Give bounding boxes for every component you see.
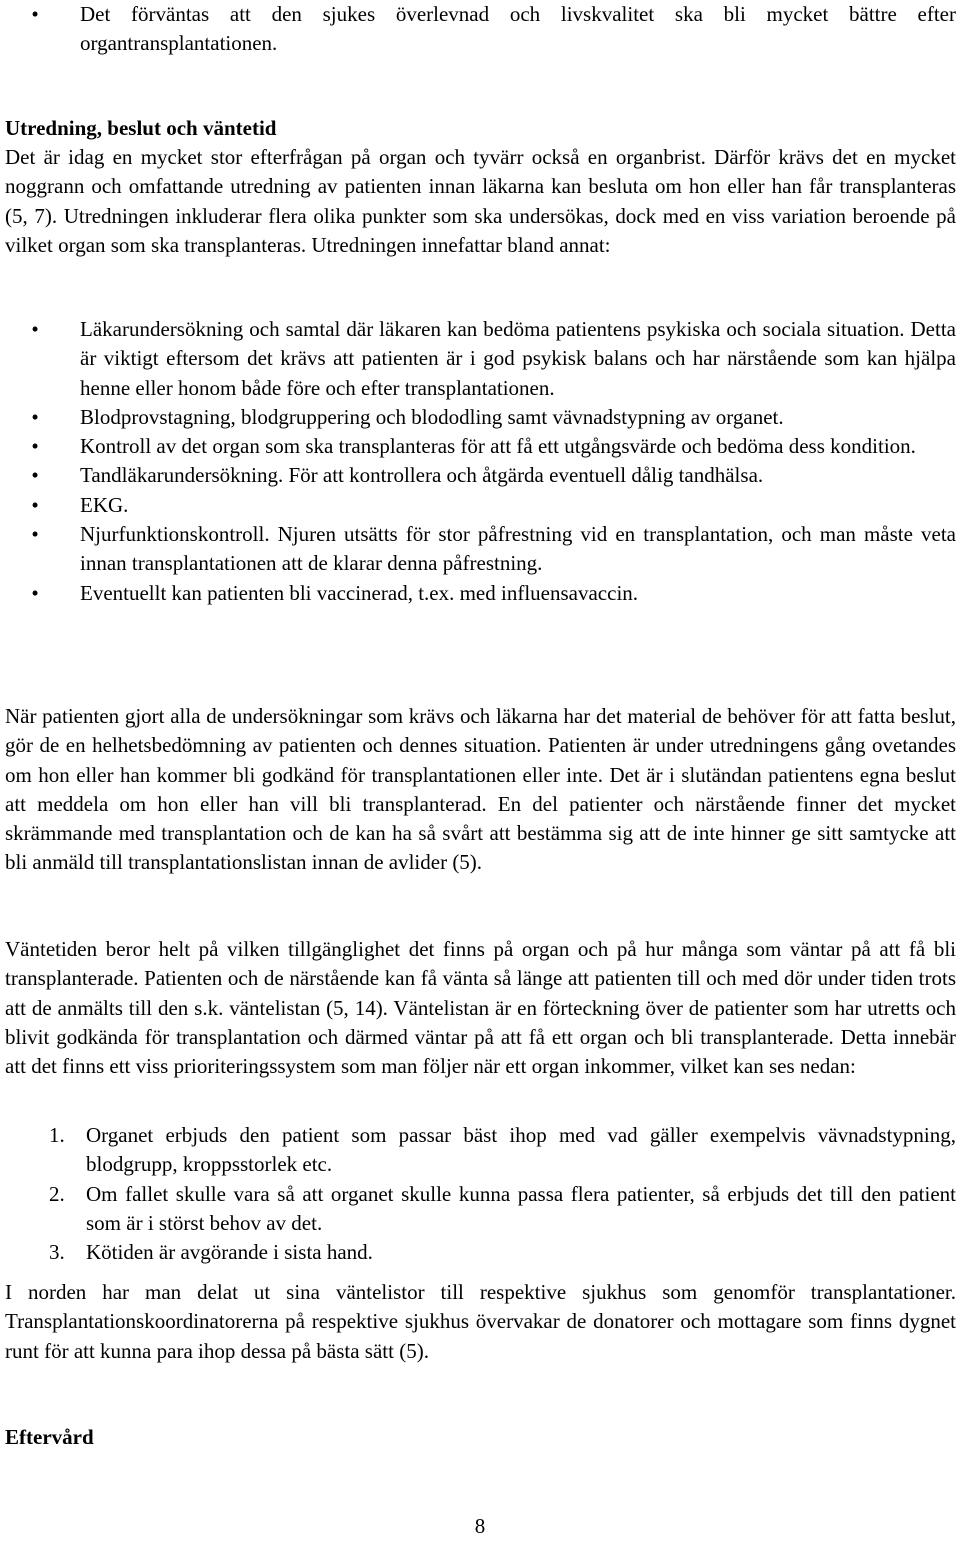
decision-paragraph: När patienten gjort alla de undersökningar som krävs och läkarna har det material de behöver för att fatta beslut, gör de en helhetsbedömning av patienten och dennes situation. Patienten är under utredningens gång ovetandes om hon eller han kommer bli godkänd för transplantationen eller inte. Det är i slutändan patientens egna beslut att meddela om hon eller han vill bli transplanterad. En del patienter och närstående finner det mycket skrämmande med transplantation och de kan ha så svårt att bestämma sig att de inte hinner ge sitt samtycke att bli anmäld till transplantationslistan innan de avlider (5). <box>5 704 956 875</box>
list-text: Organet erbjuds den patient som passar bäst ihop med vad gäller exempelvis vävnadstypning, blodgrupp, kroppsstorlek etc. <box>86 1123 956 1177</box>
bullet-text: Blodprovstagning, blodgruppering och blododling samt vävnadstypning av organet. <box>80 404 784 429</box>
bullet-text: Eventuellt kan patienten bli vaccinerad, t.ex. med influensavaccin. <box>80 580 639 605</box>
bullet-text: Njurfunktionskontroll. Njuren utsätts för stor påfrestning vid en transplantation, och man måste veta innan transplantationen att de klarar denna påfrestning. <box>80 522 956 576</box>
list-item <box>5 1121 956 1180</box>
list-number: 2. <box>49 1181 65 1206</box>
bullet-icon: • <box>31 492 39 517</box>
list-number: 3. <box>49 1240 65 1265</box>
bullet-icon: • <box>31 2 39 26</box>
section-heading-eftervard: Eftervård <box>5 1425 94 1449</box>
waiting-time-paragraph: Väntetiden beror helt på vilken tillgänglighet det finns på organ och på hur många som väntar på att få bli transplanterade. Patienten och de närstående kan få vänta så länge att patienten till och med dör under tiden trots att de anmälts till den s.k. väntelistan (5, 14). Väntelistan är en förteckning över de patienter som har utretts och blivit godkända för transplantation och därmed väntar på att få ett organ och bli transplanterade. Detta innebär att det finns ett viss prioriteringssystem som man följer när ett organ inkommer, vilket kan ses nedan: <box>5 937 956 1079</box>
section-heading-utredning: Utredning, beslut och väntetid <box>5 116 277 140</box>
list-item <box>5 491 956 520</box>
page-number: 8 <box>474 1514 486 1538</box>
bullet-icon: • <box>31 404 39 429</box>
bullet-text: Kontroll av det organ som ska transplanteras för att få ett utgångsvärde och bedöma dess kondition. <box>80 434 916 459</box>
list-item <box>5 461 956 490</box>
list-item <box>5 1238 956 1267</box>
bullet-text: Det förväntas att den sjukes överlevnad och livskvalitet ska bli mycket bättre efter organtransplantationen. <box>80 2 956 56</box>
priority-numbered-list <box>5 1121 956 1267</box>
list-text: Om fallet skulle vara så att organet skulle kunna passa flera patienter, så erbjuds det till den patient som är i störst behov av det. <box>86 1181 956 1235</box>
nordic-paragraph: I norden har man delat ut sina väntelistor till respektive sjukhus som genomför transplantationer. Transplantationskoordinatorerna på respektive sjukhus övervakar de donatorer och mottagare som finns dygnet runt för att kunna para ihop dessa på bästa sätt (5). <box>5 1280 956 1363</box>
bullet-icon: • <box>31 317 39 341</box>
list-text: Kötiden är avgörande i sista hand. <box>86 1240 373 1265</box>
list-item <box>5 403 956 432</box>
bullet-text: Läkarundersökning och samtal där läkaren kan bedöma patientens psykiska och sociala situation. Detta är viktigt eftersom det krävs att patienten är i god psykisk balans och har närstående som kan hjälpa henne eller honom både före och efter transplantationen. <box>80 317 956 400</box>
list-item <box>5 520 956 579</box>
bullet-icon: • <box>31 463 39 488</box>
list-item <box>5 0 956 59</box>
list-item <box>5 1180 956 1239</box>
investigation-bullet-list <box>5 315 956 608</box>
bullet-text: EKG. <box>80 492 129 517</box>
list-item <box>5 315 956 403</box>
bullet-icon: • <box>31 580 39 605</box>
bullet-icon: • <box>31 434 39 459</box>
list-item <box>5 579 956 608</box>
bullet-icon: • <box>31 522 39 547</box>
bullet-text: Tandläkarundersökning. För att kontrollera och åtgärda eventuell dålig tandhälsa. <box>80 463 764 488</box>
top-bullet-list <box>5 0 956 59</box>
list-item <box>5 432 956 461</box>
intro-paragraph: Det är idag en mycket stor efterfrågan på organ och tyvärr också en organbrist. Därför krävs det en mycket noggrann och omfattande utredning av patienten innan läkarna kan besluta om hon eller han får transplanteras (5, 7). Utredningen inkluderar flera olika punkter som ska undersökas, dock med en viss variation beroende på vilket organ som ska transplanteras. Utredningen innefattar bland annat: <box>5 145 956 257</box>
list-number: 1. <box>49 1123 65 1147</box>
